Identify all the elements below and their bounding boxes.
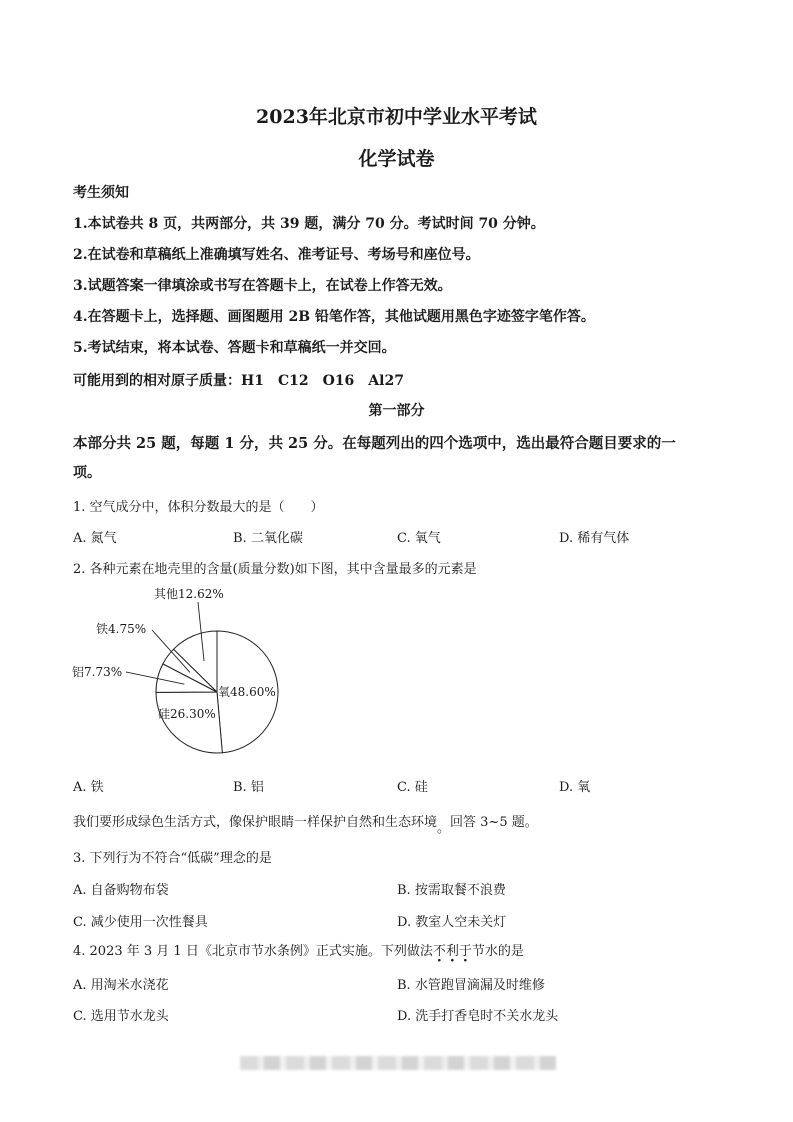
q3-stem: 3. 下列行为不符合“低碳”理念的是	[73, 851, 272, 866]
part1-instructions-line1: 本部分共 25 题，每题 1 分，共 25 分。在每题列出的四个选项中，选出最符合题目要求的一	[73, 435, 676, 452]
atomic-mass-line: 可能用到的相对原子质量：H1 C12 O16 Al27	[73, 373, 404, 389]
q3-option-d: D. 教室人空未关灯	[397, 915, 507, 930]
q1-option-b: B. 二氧化碳	[233, 531, 303, 546]
pie-label-other: 其他12.62%	[154, 587, 224, 601]
q4-stem	[73, 940, 524, 959]
q2-option-b: B. 铝	[233, 780, 264, 795]
q4-option-a: A. 用淘米水浇花	[73, 978, 169, 993]
part1-instructions-line2: 项。	[73, 465, 101, 481]
notice-heading: 考生须知	[73, 185, 129, 201]
q4-emphasis-3: 于	[458, 944, 472, 959]
q4-option-d: D. 洗手打香皂时不关水龙头	[397, 1009, 559, 1024]
q1-stem: 1. 空气成分中，体积分数最大的是（ ）	[73, 500, 324, 515]
q1-option-a: A. 氮气	[73, 531, 117, 546]
pie-label-aluminum: 铝7.73%	[72, 665, 123, 679]
green-life-passage	[73, 811, 538, 836]
q4-option-b: B. 水管跑冒滴漏及时维修	[397, 978, 545, 993]
pie-slice-silicon	[156, 692, 222, 753]
notice-item-4: 4.在答题卡上，选择题、画图题用 2B 铅笔作答，其他试题用黑色字迹签字笔作答。	[73, 309, 595, 325]
green-life-text: 我们要形成绿色生活方式，像保护眼睛一样保护自然和生态环境	[73, 815, 438, 830]
q2-option-d: D. 氧	[559, 780, 591, 795]
blurred-watermark	[240, 1056, 556, 1070]
exam-subtitle: 化学试卷	[358, 148, 435, 170]
pie-label-silicon: 硅26.30%	[158, 707, 216, 721]
pie-label-oxygen: 氧48.60%	[218, 685, 276, 699]
q4-option-c: C. 选用节水龙头	[73, 1009, 169, 1024]
exam-title: 2023年北京市初中学业水平考试	[256, 106, 537, 128]
q3-option-b: B. 按需取餐不浪费	[397, 883, 506, 898]
green-life-period: 。	[437, 821, 451, 836]
q4-emphasis-2: 利	[445, 944, 459, 959]
green-life-instruction: 回答 3~5 题。	[450, 815, 538, 830]
crust-composition-pie-chart	[60, 580, 320, 775]
part1-heading: 第一部分	[368, 403, 425, 419]
q2-option-c: C. 硅	[397, 780, 428, 795]
q3-option-a: A. 自备购物布袋	[73, 883, 169, 898]
notice-item-2: 2.在试卷和草稿纸上准确填写姓名、准考证号、考场号和座位号。	[73, 247, 480, 263]
q1-option-c: C. 氧气	[397, 531, 441, 546]
q4-emphasis-1: 不	[432, 944, 446, 959]
q4-stem-post: 节水的是	[471, 944, 524, 959]
q2-option-a: A. 铁	[73, 780, 104, 795]
notice-item-5: 5.考试结束，将本试卷、答题卡和草稿纸一并交回。	[73, 340, 396, 356]
notice-item-1: 1.本试卷共 8 页，共两部分，共 39 题，满分 70 分。考试时间 70 分钟。	[73, 216, 545, 232]
pie-label-iron: 铁4.75%	[96, 622, 147, 636]
q1-option-d: D. 稀有气体	[559, 531, 630, 546]
q2-stem: 2. 各种元素在地壳里的含量(质量分数)如下图，其中含量最多的元素是	[73, 562, 477, 577]
q3-option-c: C. 减少使用一次性餐具	[73, 915, 208, 930]
notice-item-3: 3.试题答案一律填涂或书写在答题卡上，在试卷上作答无效。	[73, 278, 452, 294]
q4-stem-pre: 4. 2023 年 3 月 1 日《北京市节水条例》正式实施。下列做法	[73, 944, 433, 959]
